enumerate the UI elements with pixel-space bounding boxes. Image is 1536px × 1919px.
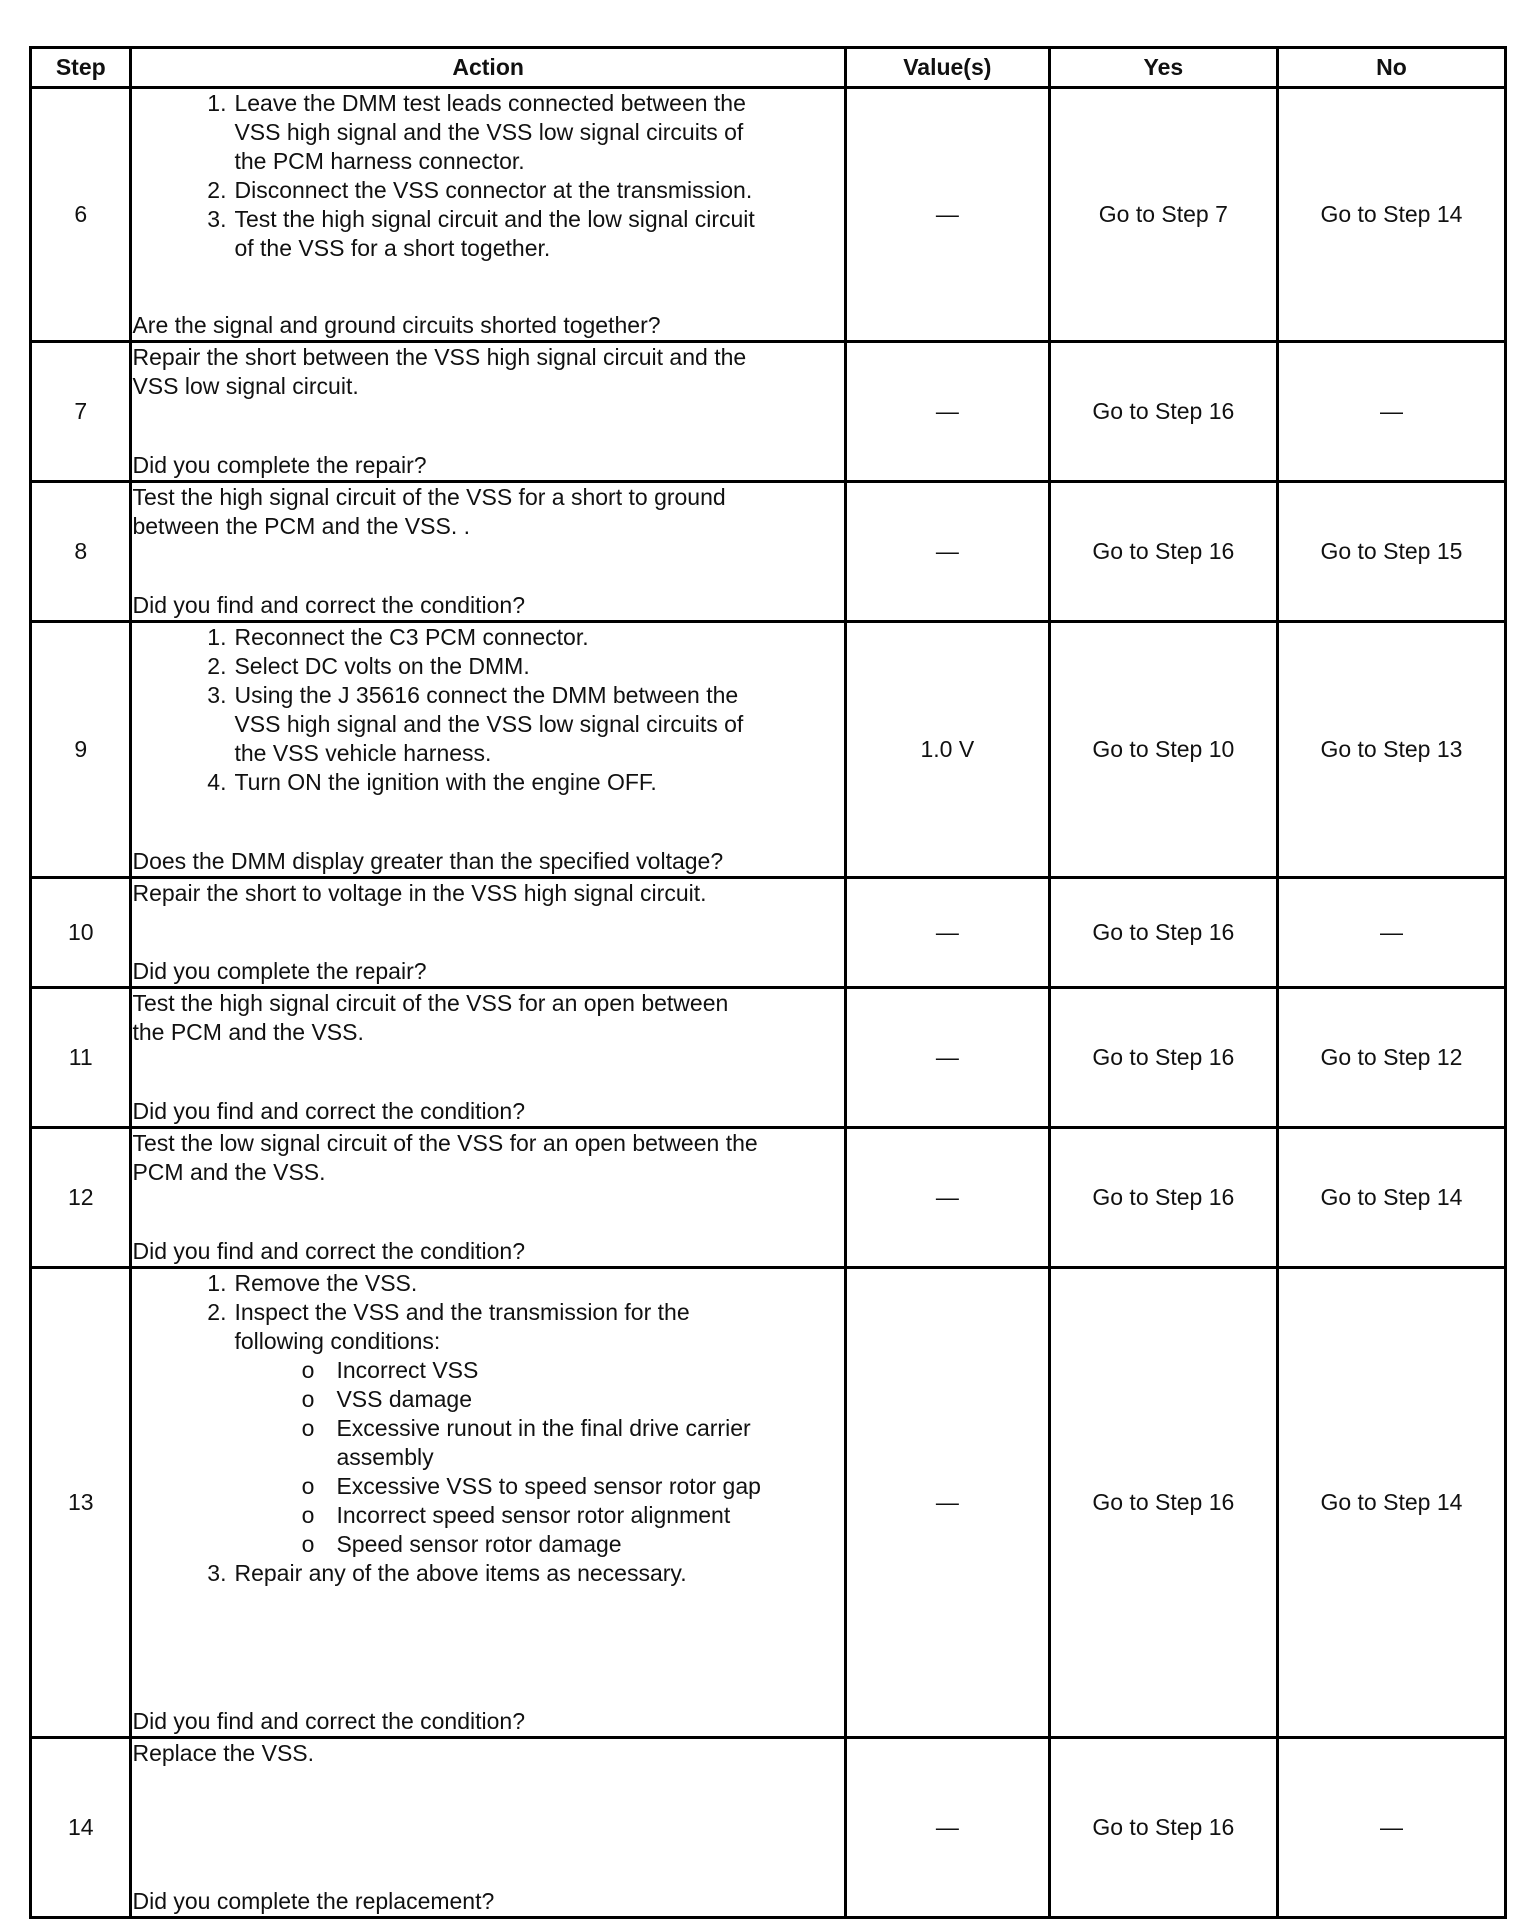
condition-text: Speed sensor rotor damage bbox=[336, 1531, 622, 1557]
action-question: Did you complete the repair? bbox=[132, 958, 427, 984]
no-result: Go to Step 13 bbox=[1277, 622, 1505, 878]
value-cell: — bbox=[845, 1738, 1049, 1918]
instruction-line bbox=[132, 739, 843, 768]
instruction-text: Reconnect the C3 PCM connector. bbox=[234, 624, 589, 650]
bullet-marker: o bbox=[301, 1386, 315, 1412]
no-result: Go to Step 14 bbox=[1277, 1268, 1505, 1738]
table-row bbox=[31, 1268, 1506, 1738]
no-result: — bbox=[1277, 1738, 1505, 1918]
instruction-line bbox=[132, 681, 843, 710]
yes-result: Go to Step 16 bbox=[1049, 342, 1277, 482]
condition-item bbox=[132, 1356, 843, 1385]
instruction-text: Using the J 35616 connect the DMM between the bbox=[234, 682, 739, 708]
action-instructions bbox=[132, 879, 843, 908]
action-text: Test the high signal circuit of the VSS for an open between bbox=[132, 990, 729, 1016]
action-content bbox=[132, 1739, 843, 1916]
action-text: Repair the short between the VSS high signal circuit and the bbox=[132, 344, 747, 370]
instruction-line bbox=[132, 652, 843, 681]
condition-text: VSS damage bbox=[336, 1386, 472, 1412]
action-question: Did you complete the repair? bbox=[132, 452, 427, 478]
action-question: Did you complete the replacement? bbox=[132, 1888, 495, 1914]
instruction-text: Test the high signal circuit and the low signal circuit bbox=[234, 206, 755, 232]
no-result: Go to Step 14 bbox=[1277, 88, 1505, 342]
yes-result: Go to Step 16 bbox=[1049, 482, 1277, 622]
condition-text: Incorrect speed sensor rotor alignment bbox=[336, 1502, 731, 1528]
action-content bbox=[132, 1129, 843, 1266]
instruction-number bbox=[132, 234, 234, 263]
action-question: Does the DMM display greater than the specified voltage? bbox=[132, 848, 724, 874]
instruction-text: Turn ON the ignition with the engine OFF. bbox=[234, 769, 657, 795]
yes-result: Go to Step 7 bbox=[1049, 88, 1277, 342]
action-cell bbox=[131, 1128, 845, 1268]
instruction-number bbox=[132, 1327, 234, 1356]
instruction-line bbox=[132, 234, 843, 263]
instruction-line bbox=[132, 1298, 843, 1327]
action-question: Are the signal and ground circuits shorted together? bbox=[132, 312, 661, 338]
step-number: 9 bbox=[31, 622, 131, 878]
yes-result: Go to Step 16 bbox=[1049, 878, 1277, 988]
condition-text: assembly bbox=[336, 1444, 434, 1470]
no-result: Go to Step 14 bbox=[1277, 1128, 1505, 1268]
instruction-number: 4. bbox=[207, 769, 227, 795]
instruction-line bbox=[132, 1269, 843, 1298]
action-cell bbox=[131, 482, 845, 622]
table-row bbox=[31, 88, 1506, 342]
table-row bbox=[31, 1128, 1506, 1268]
instruction-line bbox=[132, 1559, 843, 1588]
instruction-line bbox=[132, 89, 843, 118]
action-cell bbox=[131, 1268, 845, 1738]
table-row bbox=[31, 342, 1506, 482]
instruction-text: VSS high signal and the VSS low signal circuits of bbox=[234, 119, 744, 145]
action-content bbox=[132, 343, 843, 480]
instruction-line bbox=[132, 1327, 843, 1356]
value-cell: — bbox=[845, 342, 1049, 482]
step-number: 12 bbox=[31, 1128, 131, 1268]
step-number: 11 bbox=[31, 988, 131, 1128]
header-values: Value(s) bbox=[845, 48, 1049, 88]
action-instructions bbox=[132, 1129, 843, 1187]
action-content bbox=[132, 623, 843, 876]
condition-item bbox=[132, 1414, 843, 1443]
action-text: VSS low signal circuit. bbox=[132, 373, 359, 399]
action-content bbox=[132, 89, 843, 340]
action-cell bbox=[131, 88, 845, 342]
instruction-number bbox=[132, 118, 234, 147]
action-text: between the PCM and the VSS. . bbox=[132, 513, 471, 539]
instruction-text: Repair any of the above items as necessary. bbox=[234, 1560, 687, 1586]
instruction-line bbox=[132, 710, 843, 739]
diagnostic-table bbox=[29, 46, 1507, 1919]
value-cell: — bbox=[845, 878, 1049, 988]
action-content bbox=[132, 989, 843, 1126]
yes-result: Go to Step 10 bbox=[1049, 622, 1277, 878]
instruction-number: 2. bbox=[207, 1299, 227, 1325]
step-number: 8 bbox=[31, 482, 131, 622]
step-number: 6 bbox=[31, 88, 131, 342]
instruction-number: 3. bbox=[207, 682, 227, 708]
step-number: 13 bbox=[31, 1268, 131, 1738]
action-instructions bbox=[132, 483, 843, 541]
action-text: Replace the VSS. bbox=[132, 1740, 315, 1766]
yes-result: Go to Step 16 bbox=[1049, 1268, 1277, 1738]
instruction-number: 1. bbox=[207, 90, 227, 116]
table-body bbox=[31, 88, 1506, 1918]
bullet-marker: o bbox=[301, 1415, 315, 1441]
condition-item bbox=[132, 1472, 843, 1501]
value-cell: — bbox=[845, 1268, 1049, 1738]
action-question: Did you find and correct the condition? bbox=[132, 1238, 525, 1264]
instruction-number: 3. bbox=[207, 1560, 227, 1586]
instruction-number: 2. bbox=[207, 177, 227, 203]
value-cell: — bbox=[845, 1128, 1049, 1268]
instruction-text: following conditions: bbox=[234, 1328, 441, 1354]
instruction-text: Remove the VSS. bbox=[234, 1270, 418, 1296]
value-cell: — bbox=[845, 482, 1049, 622]
value-cell: — bbox=[845, 88, 1049, 342]
condition-text: Incorrect VSS bbox=[336, 1357, 479, 1383]
instruction-number: 1. bbox=[207, 1270, 227, 1296]
action-instructions bbox=[132, 343, 843, 401]
action-instructions bbox=[132, 89, 843, 263]
no-result: Go to Step 15 bbox=[1277, 482, 1505, 622]
bullet-marker: o bbox=[301, 1531, 315, 1557]
action-text: Test the low signal circuit of the VSS for an open between the bbox=[132, 1130, 758, 1156]
condition-item bbox=[132, 1501, 843, 1530]
instruction-number bbox=[132, 147, 234, 176]
action-question: Did you find and correct the condition? bbox=[132, 592, 525, 618]
action-cell bbox=[131, 342, 845, 482]
header-step: Step bbox=[31, 48, 131, 88]
condition-text: Excessive VSS to speed sensor rotor gap bbox=[336, 1473, 761, 1499]
instruction-line bbox=[132, 118, 843, 147]
step-number: 7 bbox=[31, 342, 131, 482]
condition-text: Excessive runout in the final drive carrier bbox=[336, 1415, 751, 1441]
action-text: the PCM and the VSS. bbox=[132, 1019, 364, 1045]
instruction-line bbox=[132, 768, 843, 797]
action-cell bbox=[131, 878, 845, 988]
instruction-line bbox=[132, 176, 843, 205]
bullet-marker: o bbox=[301, 1357, 315, 1383]
instruction-text: VSS high signal and the VSS low signal circuits of bbox=[234, 711, 744, 737]
action-instructions bbox=[132, 989, 843, 1047]
header-row bbox=[31, 48, 1506, 88]
instruction-line bbox=[132, 623, 843, 652]
table-row bbox=[31, 988, 1506, 1128]
value-cell: — bbox=[845, 988, 1049, 1128]
action-question: Did you find and correct the condition? bbox=[132, 1708, 525, 1734]
instruction-text: of the VSS for a short together. bbox=[234, 235, 551, 261]
yes-result: Go to Step 16 bbox=[1049, 1738, 1277, 1918]
instruction-text: Leave the DMM test leads connected between the bbox=[234, 90, 746, 116]
step-number: 10 bbox=[31, 878, 131, 988]
action-cell bbox=[131, 622, 845, 878]
instruction-number bbox=[132, 739, 234, 768]
header-no: No bbox=[1277, 48, 1505, 88]
header-yes: Yes bbox=[1049, 48, 1277, 88]
value-cell: 1.0 V bbox=[845, 622, 1049, 878]
action-instructions bbox=[132, 1739, 843, 1768]
action-question: Did you find and correct the condition? bbox=[132, 1098, 525, 1124]
action-cell bbox=[131, 1738, 845, 1918]
action-text: Repair the short to voltage in the VSS high signal circuit. bbox=[132, 880, 707, 906]
action-content bbox=[132, 879, 843, 986]
yes-result: Go to Step 16 bbox=[1049, 1128, 1277, 1268]
bullet-marker bbox=[132, 1443, 336, 1472]
instruction-line bbox=[132, 147, 843, 176]
no-result: — bbox=[1277, 878, 1505, 988]
instruction-text: the PCM harness connector. bbox=[234, 148, 525, 174]
instruction-text: Disconnect the VSS connector at the transmission. bbox=[234, 177, 753, 203]
table-row bbox=[31, 482, 1506, 622]
instruction-number bbox=[132, 710, 234, 739]
condition-item bbox=[132, 1443, 843, 1472]
header-action: Action bbox=[131, 48, 845, 88]
action-instructions bbox=[132, 1269, 843, 1588]
instruction-line bbox=[132, 205, 843, 234]
table-row bbox=[31, 622, 1506, 878]
action-text: PCM and the VSS. bbox=[132, 1159, 326, 1185]
bullet-marker: o bbox=[301, 1473, 315, 1499]
bullet-marker: o bbox=[301, 1502, 315, 1528]
step-number: 14 bbox=[31, 1738, 131, 1918]
instruction-number: 3. bbox=[207, 206, 227, 232]
action-text: Test the high signal circuit of the VSS for a short to ground bbox=[132, 484, 726, 510]
instruction-text: Inspect the VSS and the transmission for the bbox=[234, 1299, 690, 1325]
action-content bbox=[132, 483, 843, 620]
condition-item bbox=[132, 1530, 843, 1559]
no-result: — bbox=[1277, 342, 1505, 482]
condition-item bbox=[132, 1385, 843, 1414]
table-row bbox=[31, 878, 1506, 988]
action-cell bbox=[131, 988, 845, 1128]
action-content bbox=[132, 1269, 843, 1736]
action-instructions bbox=[132, 623, 843, 797]
instruction-number: 1. bbox=[207, 624, 227, 650]
instruction-text: Select DC volts on the DMM. bbox=[234, 653, 530, 679]
yes-result: Go to Step 16 bbox=[1049, 988, 1277, 1128]
instruction-number: 2. bbox=[207, 653, 227, 679]
instruction-text: the VSS vehicle harness. bbox=[234, 740, 492, 766]
table-row bbox=[31, 1738, 1506, 1918]
no-result: Go to Step 12 bbox=[1277, 988, 1505, 1128]
